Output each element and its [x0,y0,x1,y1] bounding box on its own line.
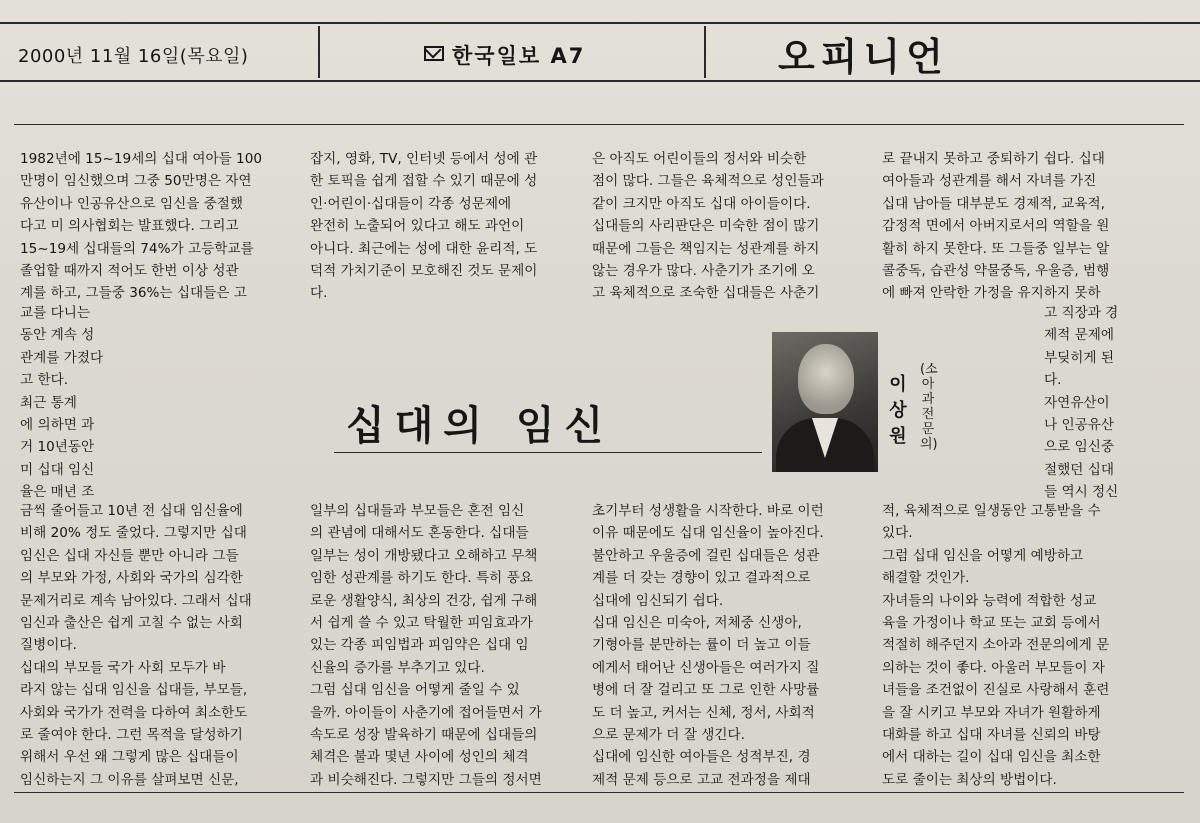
column-3-top: 은 아직도 어린이들의 정서와 비슷한 점이 많다. 그들은 육체적으로 성인들과 같이 크지만 아직도 십대 아이들이다. 십대들의 사리판단은 미숙한 점이 많기 때문에 그들은 책임지는 성관계를 하지 않는 경우가 많다. 사춘기가 조기에 오 고 육체적으로 조숙한 십대들은 사춘기 [592,151,824,302]
article-headline: 십대의 임신 [346,402,614,449]
column-1-top: 1982년에 15~19세의 십대 여아들 100 만명이 임신했으며 그중 50만명은 자연 유산이나 인공유산으로 임신을 중절했 다고 미 의사협회는 발표했다. 그리고 15~19세 십대들의 74%가 고등학교를 졸업할 때까지 적어도 한번 이상 성관 계를 하고, 그들중 36%는 십대들은 고 [20,151,262,302]
column-1-bottom: 금씩 줄어들고 10년 전 십대 임신율에 비해 20% 정도 줄었다. 그렇지만 십대 임신은 십대 자신들 뿐만 아니라 그들 의 부모와 가정, 사회와 국가의 심각한 문제거리로 계속 남아있다. 그래서 십대 임신과 출산은 쉽게 고칠 수 없는 사회 질병이다. 십대의 부모들 국가 사회 모두가 바 라지 않는 십대 임신을 십대들, 부모들, 사회와 국가가 전력을 다하여 최소한도 로 줄여야 한다. 그런 목적을 달성하기 위해서 우선 왜 그렇게 많은 십대들이 임신하는지 그 이유를 살펴보면 신문, [20,503,252,788]
headline-underline [334,452,762,453]
column-1-wrap: 교를 다니는 동안 계속 성 관계를 가졌다 고 한다. 최근 통계 에 의하면 과 거 10년동안 미 십대 임신 율은 매년 조 [20,305,104,501]
issue-date: 2000년 11월 16일(목요일) [18,46,249,67]
header-divider-right [704,26,706,78]
envelope-icon [424,46,444,61]
header-bottom-rule [0,80,1200,82]
header-divider-left [318,26,320,78]
author-title: (소아과 전문의) [920,362,938,452]
column-3-bottom: 초기부터 성생활을 시작한다. 바로 이런 이유 때문에도 십대 임신율이 높아진다. 불안하고 우울증에 걸린 십대들은 성관 계를 더 갖는 경향이 있고 결과적으로 십대에 임신되기 쉽다. 십대 임신은 미숙아, 저체중 신생아, 기형아를 분만하는 률이 더 높고 이들 에게서 태어난 신생아들은 여러가지 질 병에 더 잘 걸리고 또 그로 인한 사망률 도 더 높고, 커서는 신체, 정서, 사회적 으로 문제가 더 잘 생긴다. 십대에 임신한 여아들은 성적부진, 경 제적 문제 등으로 고교 전과정을 제대 [592,503,824,788]
author-name: 이상원 [889,374,907,447]
newspaper-page-label: 한국일보 A7 [452,44,586,68]
top-rule [0,22,1200,24]
column-4-bottom: 적, 육체적으로 일생동안 고통받을 수 있다. 그럼 십대 임신을 어떻게 예방하고 해결할 것인가. 자녀들의 나이와 능력에 적합한 성교 육을 가정이나 학교 또는 교회 등에서 적절히 해주던지 소아과 전문의에게 문 의하는 것이 좋다. 아울러 부모들이 자 녀들을 조건없이 진실로 사랑해서 훈련 을 잘 시키고 부모와 자녀가 원활하게 대화를 하고 십대 자녀를 신뢰의 바탕 에서 대하는 길이 십대 임신을 최소한 도로 줄이는 최상의 방법이다. [882,503,1110,788]
newspaper-name [424,40,585,70]
article-bottom-rule [14,792,1184,793]
author-photo [772,332,878,472]
column-2-top: 잡지, 영화, TV, 인터넷 등에서 성에 관 한 토픽을 쉽게 접할 수 있기 때문에 성 인·어린이·십대들이 각종 성문제에 완전히 노출되어 있다고 해도 과언이 아니다. 최근에는 성에 대한 윤리적, 도 덕적 가치기준이 모호해진 것도 문제이 다. [310,151,538,302]
section-title: 오피니언 [778,35,949,79]
article-top-rule [14,124,1184,125]
column-4-wrap: 고 직장과 경 제적 문제에 부딪히게 된 다. 자연유산이 나 인공유산 으로 임신중 절했던 십대 들 역시 정신 [1044,305,1119,501]
column-4-top: 로 끝내지 못하고 중퇴하기 쉽다. 십대 여아들과 성관계를 해서 자녀를 가진 십대 남아들 대부분도 경제적, 교육적, 감정적 면에서 아버지로서의 역할을 원 활히 하지 못한다. 또 그들중 일부는 알 콜중독, 습관성 약물중독, 우울증, 범행 에 빠져 안락한 가정을 유지하지 못하 [882,151,1110,302]
column-2-bottom: 일부의 십대들과 부모들은 혼전 임신 의 관념에 대해서도 혼동한다. 십대들 일부는 성이 개방됐다고 오해하고 무책 임한 성관계를 하기도 한다. 특히 풍요 로운 생활양식, 최상의 건강, 쉽게 구해 서 쉽게 쓸 수 있고 탁월한 피임효과가 있는 각종 피임법과 피임약은 십대 임 신율의 증가를 부추기고 있다. 그럼 십대 임신을 어떻게 줄일 수 있 을까. 아이들이 사춘기에 접어들면서 가 속도로 성장 발육하기 때문에 십대들의 체격은 불과 몇년 사이에 성인의 체격 과 비슷해진다. 그렇지만 그들의 정서면 [310,503,542,788]
